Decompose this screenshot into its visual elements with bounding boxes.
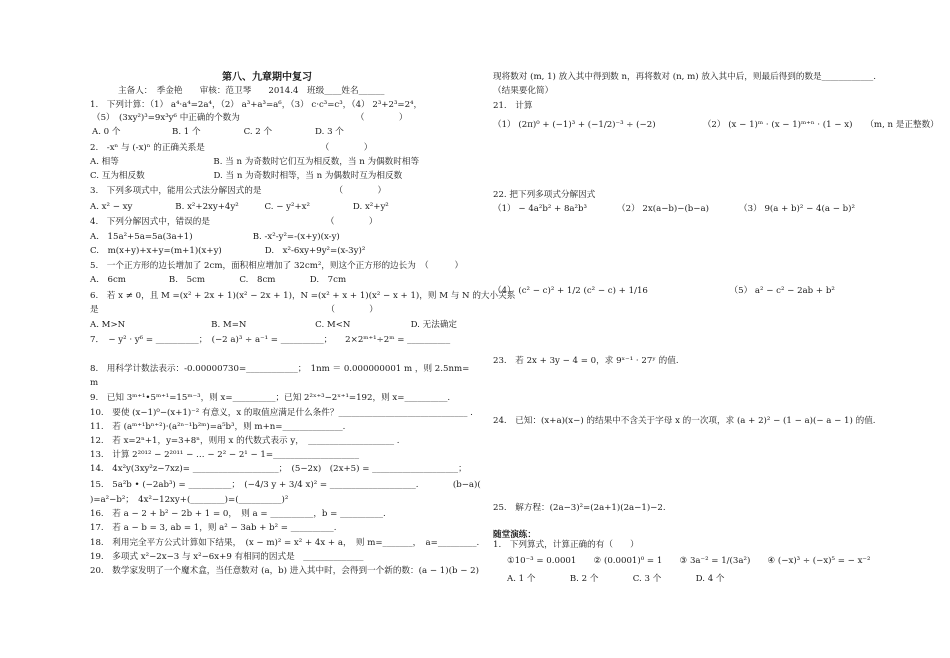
q7-line: 7． − y² · y⁶ = __________； (−2 a)³ ÷ a⁻¹ = __________； 2×2ᵐ⁺¹÷2ᵐ = __________ [90, 335, 451, 345]
q15-line: 15. 5a²b • (−2ab³) = __________； (−4/3 y + 3/4 x)² = ____________________. (b−a)( [90, 480, 481, 490]
practice-q1-items: ①10⁻³ = 0.0001 ② (0.0001)⁰ = 1 ③ 3a⁻² = 1/(3a²) ④ (−x)³ ÷ (−x)⁵ = − x⁻² [507, 556, 871, 566]
q19-line: 19. 多项式 x²−2x−3 与 x²−6x+9 有相同的因式是 ______________ [90, 552, 364, 562]
q23-line: 23. 若 2x + 3y − 4 = 0，求 9ˣ⁻¹ · 27ʸ 的值. [493, 356, 679, 366]
q13-line: 13. 计算 2²⁰¹² − 2²⁰¹¹ − … − 2² − 2¹ − 1=____________________ [90, 450, 360, 460]
q4-options-cd: C. m(x+y)+x+y=(m+1)(x+y) D. x²-6xy+9y²=(x-3y)² [90, 246, 366, 256]
q16-line: 16. 若 a − 2 + b² − 2b + 1 = 0， 则 a = __________，b = __________. [90, 509, 386, 519]
q6-line-cont: 是 （ ） [90, 305, 378, 315]
q3-line: 3. 下列多项式中，能用公式法分解因式的是 （ ） [90, 186, 387, 196]
q1-line: 1. 下列计算：（1） a⁴·a⁴=2a⁴，（2） a³+a³=a⁶，（3） c·c³=c³，（4） 2³+2³=2⁴， [90, 100, 423, 110]
q8-line-cont: m [90, 378, 99, 388]
q24-line: 24. 已知：(x+a)(x−) 的结果中不含关于字母 x 的一次项，求 (a + 2)² − (1 − a)(− a − 1) 的值. [493, 416, 876, 426]
q12-line: 12. 若 x=2ⁿ+1，y=3+8ⁿ，则用 x 的代数式表示 y， ____________________ . [90, 436, 400, 446]
q22-title: 22. 把下列多项式分解因式 [493, 190, 596, 200]
q20-line: 20. 数学家发明了一个魔术盒，当任意数对 (a，b) 进入其中时，会得到一个新的数：(a − 1)(b − 2) [90, 566, 479, 576]
q25-line: 25. 解方程：(2a−3)²=(2a+1)(2a−1)−2. [493, 503, 666, 513]
page-title: 第八、九章期中复习 [222, 72, 312, 83]
q20-line-cont: 现将数对 (m, 1) 放入其中得到数 n，再将数对 (n, m) 放入其中后，则最后得到的数是____________. [493, 72, 876, 82]
q1-options: A. 0 个 B. 1 个 C. 2 个 D. 3 个 [92, 127, 344, 137]
q6-options: A. M>N B. M=N C. M<N D. 无法确定 [90, 320, 458, 330]
q17-line: 17. 若 a − b = 3, ab = 1，则 a² − 3ab + b² = __________. [90, 523, 337, 533]
header-info: 主备人： 季金艳 审核：范卫琴 2014.4 班级____姓名______ [118, 86, 385, 96]
q21-title: 21. 计算 [493, 101, 533, 111]
q15-line-cont: )=a²−b²； 4x²−12xy+(________)=(__________)² [90, 495, 289, 505]
q5-options: A. 6cm B. 5cm C. 8cm D. 7cm [90, 275, 347, 285]
q6-line: 6. 若 x ≠ 0，且 M =(x² + 2x + 1)(x² − 2x + 1)，N =(x² + x + 1)(x² − x + 1)，则 M 与 N 的大小关系 [90, 291, 516, 301]
q4-options-ab: A. 15a²+5a=5a(3a+1) B. -x²-y²=-(x+y)(x-y) [90, 232, 340, 242]
q21-items: （1） (2π)⁰ + (−1)³ + (−1/2)⁻³ ÷ (−2) （2） (x − 1)ᵐ · (x − 1)ᵐ⁺ⁿ · (1 − x) （m, n 是正整数） [493, 120, 939, 130]
q22-items-1: （1） − 4a²b² + 8a²b³ （2） 2x(a−b)−(b−a) （3） 9(a + b)² − 4(a − b)² [493, 204, 855, 214]
q18-line: 18. 利用完全平方公式计算如下结果， (x − m)² = x² + 4x + a， 则 m=_______， a=_________. [90, 538, 480, 548]
practice-q1-options: A. 1 个 B. 2 个 C. 3 个 D. 4 个 [507, 574, 725, 584]
practice-q1: 1. 下列算式，计算正确的有（ ） [493, 540, 639, 550]
q22-items-2: （4） (c² − c)² + 1/2 (c² − c) + 1/16 （5） a² − c² − 2ab + b² [493, 286, 835, 296]
q8-line: 8. 用科学计数法表示：-0.00000730=____________； 1nm ＝ 0.000000001 m ，则 2.5nm= [90, 364, 470, 374]
q10-line: 10. 要使 (x−1)⁰−(x+1)⁻² 有意义，x 的取值应满足什么条件？______________________________ . [90, 408, 473, 418]
q20-note: （结果要化简） [493, 86, 554, 96]
right-column [480, 0, 950, 658]
q5-line: 5. 一个正方形的边长增加了 2cm，面积相应增加了 32cm²，则这个正方形的边长为 （ ） [90, 261, 464, 271]
q14-line: 14. 4x²y(3xy²z−7xz)= ____________________； (5−2x) (2x+5) = ____________________； [90, 464, 467, 474]
q2-options-ab: A. 相等 B. 当 n 为奇数时它们互为相反数，当 n 为偶数时相等 [90, 157, 420, 167]
practice-title: 随堂演练： [493, 530, 536, 540]
q2-options-cd: C. 互为相反数 D. 当 n 为奇数时相等，当 n 为偶数时互为相反数 [90, 171, 403, 181]
q11-line: 11. 若 (aᵐ⁺¹bⁿ⁺²)·(a²ⁿ⁻¹b²ᵐ)=a⁵b³，则 m+n=______________. [90, 422, 346, 432]
q1-line-5: （5） (3xy²)³=9x³y⁶ 中正确的个数为 （ ） [92, 113, 408, 123]
q2-line: 2. -xⁿ 与 (-x)ⁿ 的正确关系是 （ ） [90, 143, 373, 153]
q9-line: 9. 已知 3ᵐ⁺¹•5ᵐ⁺¹=15ᵐ⁻³，则 x=__________；已知 2²ˣ⁺³−2ˣ⁺¹=192，则 x=__________. [90, 393, 451, 403]
q3-options: A. x² − xy B. x²+2xy+4y² C. − y²+x² D. x²+y² [90, 202, 389, 212]
q4-line: 4. 下列分解因式中，错误的是 （ ） [90, 217, 378, 227]
